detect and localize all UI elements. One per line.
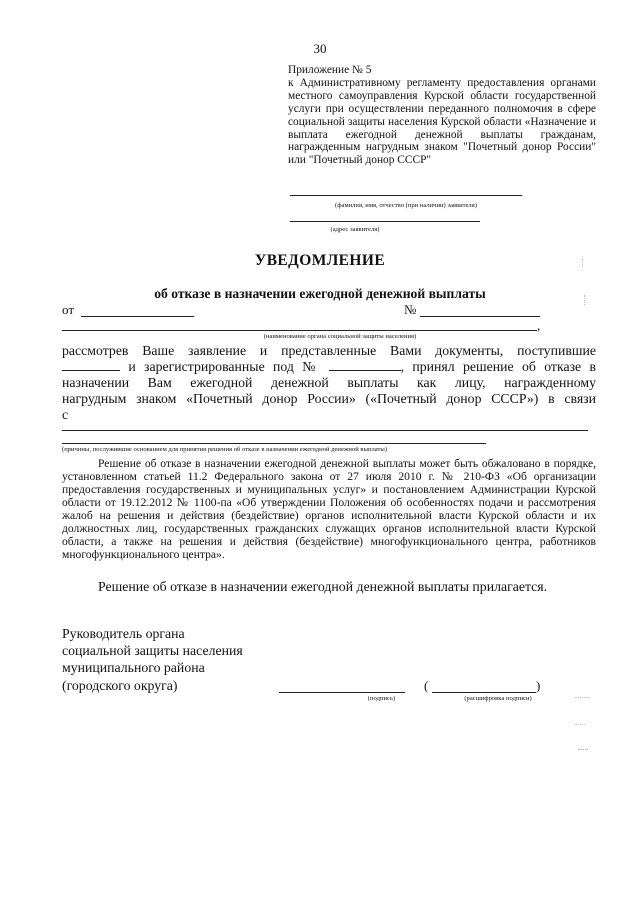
signature-caption: (подпись) xyxy=(367,695,396,702)
incoming-date-field[interactable] xyxy=(62,359,120,371)
signature-field[interactable] xyxy=(279,692,405,693)
appendix-text: к Административному регламенту предоставления органами местного самоуправления Курской области государственной услуги при осуществлении переданного полномочия в сфере социальной защиты населения Курской области «Назначение и выплата ежегодной денежной выплаты гражданам, награжденным нагрудным знаком "Почетный донор России" или "Почетный донор СССР" xyxy=(288,76,596,167)
body-line-5: с xyxy=(62,407,69,422)
signature-decode-field[interactable] xyxy=(432,692,536,693)
decode-caption: (расшифровка подписи) xyxy=(464,695,532,702)
applicant-address-line[interactable] xyxy=(290,221,480,222)
reasons-caption: (причины, послужившие основанием для принятия решения об отказе в назначении ежегодной денежной выплаты) xyxy=(62,446,388,453)
applicant-name-caption: (фамилия, имя, отчество (при наличии) заявителя) xyxy=(335,202,477,209)
organization-comma: , xyxy=(537,318,541,333)
scan-mark xyxy=(584,295,591,305)
scan-mark xyxy=(578,745,588,750)
decode-paren-open: ( xyxy=(424,678,429,693)
appendix-block xyxy=(288,64,596,167)
signature-line-4: (городского округа) xyxy=(62,677,178,693)
body-line-3: назначении Вам ежегодной денежной выплаты как лицу, награжденному xyxy=(62,375,596,390)
attachment-note: Решение об отказе в назначении ежегодной денежной выплаты прилагается. xyxy=(98,579,548,594)
body-line-2: и зарегистрированные под № , принял решение об отказе в xyxy=(62,359,596,375)
page-number: 30 xyxy=(313,41,327,56)
signature-line-1: Руководитель органа xyxy=(62,626,185,641)
registration-number-field[interactable] xyxy=(329,359,401,371)
scan-mark xyxy=(575,693,589,698)
notice-body xyxy=(62,343,596,423)
reasons-field[interactable] xyxy=(62,430,588,431)
body-line-4: нагрудным знаком «Почетный донор России» («Почетный донор СССР») в связи xyxy=(62,391,596,406)
applicant-address-caption: (адрес заявителя) xyxy=(330,226,380,233)
appeal-paragraph xyxy=(62,457,596,561)
document-title: УВЕДОМЛЕНИЕ xyxy=(254,252,386,269)
decode-paren-close: ) xyxy=(536,678,541,693)
date-field[interactable] xyxy=(81,316,194,317)
scan-mark xyxy=(582,259,589,267)
number-label: № xyxy=(404,302,417,317)
organization-caption: (наименование органа социальной защиты населения) xyxy=(263,333,417,340)
from-label: от xyxy=(62,302,75,317)
reasons-field-2[interactable] xyxy=(62,443,486,444)
appendix-title: Приложение № 5 xyxy=(288,64,372,76)
organization-field[interactable] xyxy=(62,330,537,331)
signature-block xyxy=(62,625,243,694)
signature-line-3: муниципального района xyxy=(62,660,205,676)
signature-line-2: социальной защиты населения xyxy=(62,643,243,659)
number-field[interactable] xyxy=(420,316,540,317)
appeal-text: Решение об отказе в назначении ежегодной денежной выплаты может быть обжаловано в порядке, установленном статьей 11.2 Федерального закона от 27 июля 2010 г. № 210-ФЗ «Об организации предоставления государственных и муниципальных услуг» и постановлением Администрации Курской области от 19.12.2012 № 1100-па «Об утверждении Положения об особенностях подачи и рассмотрения жалоб на решения и действия (бездействие) органов исполнительной власти Курской области и их должностных лиц, государственных гражданских служащих органов исполнительной власти Курской области, а также на решения и действия (бездействие) многофункционального центра, работников многофункционального центра». xyxy=(62,457,596,561)
scan-mark xyxy=(575,720,585,725)
applicant-name-line[interactable] xyxy=(290,195,522,196)
body-line-1: рассмотрев Ваше заявление и представленные Вами документы, поступившие xyxy=(62,343,596,358)
document-subtitle: об отказе в назначении ежегодной денежной выплаты xyxy=(154,286,486,301)
